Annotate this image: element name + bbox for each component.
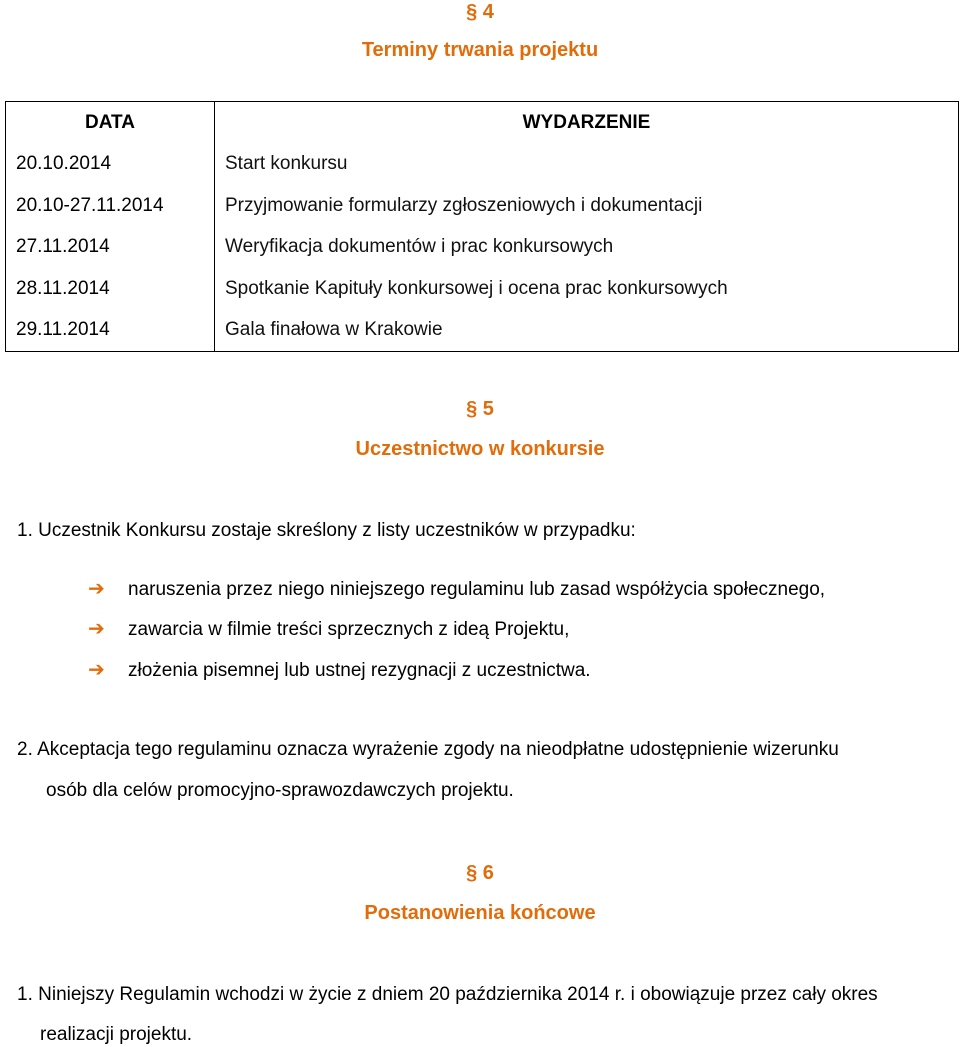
section-4-sign: § 4 <box>466 1 494 23</box>
row-date: 20.10.2014 <box>6 144 215 186</box>
table-row <box>6 268 959 310</box>
section-4-title: Terminy trwania projektu <box>361 39 599 61</box>
bullet-text: zawarcia w filmie treści sprzecznych z ideą Projektu, <box>128 619 570 640</box>
header-event: WYDARZENIE <box>215 102 959 144</box>
row-date: 27.11.2014 <box>6 227 215 269</box>
section-5-point-1: 1. Uczestnik Konkursu zostaje skreślony z listy uczestników w przypadku: <box>17 520 636 541</box>
arrow-right-icon: ➔ <box>88 659 105 681</box>
list-item <box>88 617 569 642</box>
table-row <box>6 185 959 227</box>
section-5-title: Uczestnictwo w konkursie <box>355 438 605 460</box>
row-date: 29.11.2014 <box>6 310 215 352</box>
bullet-text: naruszenia przez niego niniejszego regulaminu lub zasad współżycia społecznego, <box>128 579 826 600</box>
section-5-point-2-line-2: osób dla celów promocyjno-sprawozdawczych projektu. <box>46 780 514 801</box>
row-event: Start konkursu <box>215 144 959 186</box>
header-date: DATA <box>6 102 215 144</box>
schedule-table <box>5 101 959 352</box>
section-6-sign: § 6 <box>466 862 494 884</box>
list-item <box>88 577 825 602</box>
row-date: 20.10-27.11.2014 <box>6 185 215 227</box>
table-row <box>6 144 959 186</box>
arrow-right-icon: ➔ <box>88 578 105 600</box>
table-row <box>6 310 959 352</box>
row-date: 28.11.2014 <box>6 268 215 310</box>
row-event: Spotkanie Kapituły konkursowej i ocena prac konkursowych <box>215 268 959 310</box>
arrow-right-icon: ➔ <box>88 618 105 640</box>
bullet-text: złożenia pisemnej lub ustnej rezygnacji z uczestnictwa. <box>128 660 591 681</box>
row-event: Przyjmowanie formularzy zgłoszeniowych i dokumentacji <box>215 185 959 227</box>
section-6-point-1-line-1: 1. Niniejszy Regulamin wchodzi w życie z dniem 20 października 2014 r. i obowiązuje przez cały okres <box>17 984 878 1005</box>
table-header-row <box>6 102 959 144</box>
row-event: Weryfikacja dokumentów i prac konkursowych <box>215 227 959 269</box>
section-5-point-2-line-1: 2. Akceptacja tego regulaminu oznacza wyrażenie zgody na nieodpłatne udostępnienie wizerunku <box>17 739 839 760</box>
list-item <box>88 658 591 683</box>
section-6-point-1-line-2: realizacji projektu. <box>40 1024 193 1045</box>
section-6-title: Postanowienia końcowe <box>364 902 596 924</box>
section-5-sign: § 5 <box>466 398 494 420</box>
table-row <box>6 227 959 269</box>
row-event: Gala finałowa w Krakowie <box>215 310 959 352</box>
